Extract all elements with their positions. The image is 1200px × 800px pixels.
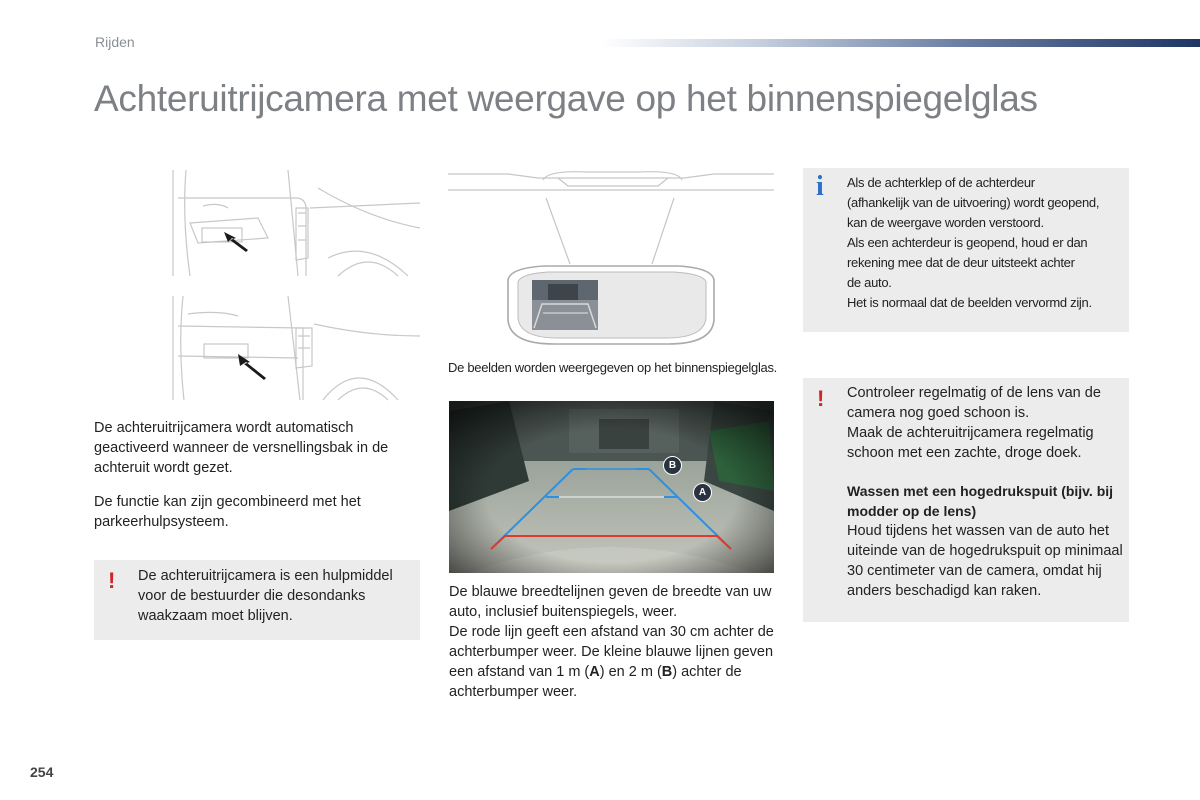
page-number: 254	[30, 764, 54, 780]
label-a-badge: A	[693, 483, 712, 502]
pressure-wash-heading: Wassen met een hogedrukspuit (bijv. bij modder op de lens)	[847, 483, 1114, 519]
header-gradient-bar	[600, 39, 1200, 47]
intro-paragraph: De achteruitrijcamera wordt automatisch geactiveerd wanneer de versnellingsbak in de achteruit wordt gezet.	[94, 420, 389, 476]
info-icon: i	[816, 171, 824, 202]
warning-icon: !	[817, 386, 825, 411]
lens-cleaning-warning-box	[803, 378, 1129, 622]
guidelines-description	[449, 582, 779, 702]
width-lines-text: De blauwe breedtelijnen geven de breedte van uw auto, inclusief buitenspiegels, weer.	[449, 584, 772, 620]
section-label: Rijden	[95, 34, 135, 50]
driver-warning-text: De achteruitrijcamera is een hulpmiddel voor de bestuurder die desondanks waakzaam moet blijven.	[138, 568, 393, 624]
warning-icon: !	[108, 568, 116, 593]
lens-warning-text: Controleer regelmatig of de lens van de camera nog goed schoon is. Maak de achteruitrijcamera regelmatig schoon met een zachte, droge doek. Wassen met een hogedrukspuit (bijv. bij modder op de lens) Houd tijdens het wassen van de auto het uiteinde van de hogedrukspuit op minimaal 30 centimeter van de camera, omdat hij anders beschadigd kan raken.	[847, 383, 1127, 601]
camera-location-illustration-top	[168, 168, 420, 278]
distance-b-ref: B	[661, 664, 673, 680]
parking-sensor-paragraph: De functie kan zijn gecombineerd met het parkeerhulpsysteem.	[94, 494, 361, 530]
pressure-wash-text: Houd tijdens het wassen van de auto het uiteinde van de hogedrukspuit op minimaal 30 centimeter van de camera, omdat hij anders beschadigd kan raken.	[847, 523, 1123, 599]
info-box	[803, 168, 1129, 332]
distance-lines-text: De rode lijn geeft een afstand van 30 cm achter de achterbumper weer. De kleine blauwe lijnen geven een afstand van 1 m (A) en 2 m (B) achter de achterbumper weer.	[449, 624, 774, 700]
distance-a-ref: A	[589, 664, 600, 680]
camera-location-illustration-bottom	[168, 296, 420, 402]
page-title: Achteruitrijcamera met weergave op het binnenspiegelglas	[94, 78, 1038, 119]
driver-warning-box	[94, 560, 420, 640]
mirror-caption: De beelden worden weergegeven op het binnenspiegelglas.	[448, 360, 777, 375]
info-text: Als de achterklep of de achterdeur (afhankelijk van de uitvoering) wordt geopend, kan de weergave worden verstoord. Als een achterdeur is geopend, houd er dan rekening mee dat de deur uitsteekt achter de auto. Het is normaal dat de beelden vervormd zijn.	[847, 175, 1100, 310]
interior-mirror-illustration	[448, 168, 774, 348]
label-b-badge: B	[663, 456, 682, 475]
camera-view-image	[449, 401, 774, 573]
